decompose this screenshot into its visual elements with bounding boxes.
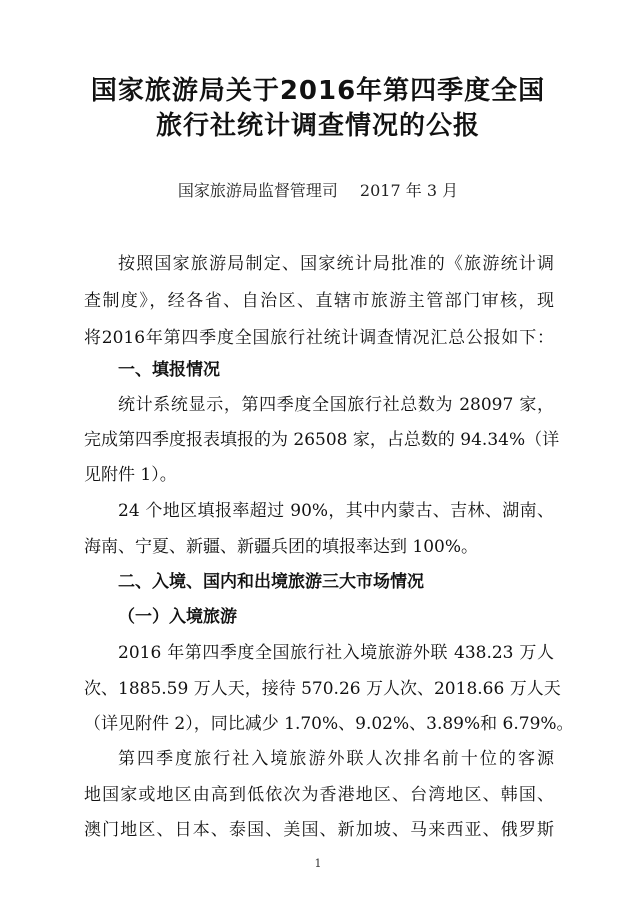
intro-line-2: 查制度》，经各省、自治区、直辖市旅游主管部门审核，现 [84,291,554,311]
page-number: 1 [314,857,322,870]
document-title-line-1: 国家旅游局关于2016年第四季度全国 [90,76,546,106]
section-2-sub-1-heading: （一）入境旅游 [118,607,237,627]
section-2-para-2-line-2: 地国家或地区由高到低依次为香港地区、台湾地区、韩国、 [84,785,554,805]
section-2-para-1-line-2: 次、1885.59 万人天，接待 570.26 万人次、2018.66 万人天 [84,679,561,699]
section-1-para-2-line-1: 24 个地区填报率超过 90%，其中内蒙古、吉林、湖南、 [118,501,554,521]
intro-line-1: 按照国家旅游局制定、国家统计局批准的《旅游统计调 [118,254,554,274]
section-2-para-1-line-1: 2016 年第四季度全国旅行社入境旅游外联 438.23 万人 [118,643,554,663]
section-2-para-1-line-3: （详见附件 2），同比减少 1.70%、9.02%、3.89%和 6.79%。 [84,714,574,734]
section-1-para-1-line-1: 统计系统显示，第四季度全国旅行社总数为 28097 家， [118,395,554,415]
issue-date: 2017 年 3 月 [359,181,459,200]
section-2-heading: 二、入境、国内和出境旅游三大市场情况 [118,572,424,592]
document-title-line-2: 旅行社统计调查情况的公报 [155,111,480,141]
section-1-para-2-line-2: 海南、宁夏、新疆、新疆兵团的填报率达到 100%。 [84,537,479,557]
section-1-para-1-line-2: 完成第四季度报表填报的为 26508 家，占总数的 94.34%（详 [84,430,560,450]
intro-line-3: 将2016年第四季度全国旅行社统计调查情况汇总公报如下： [84,328,554,348]
section-2-para-2-line-3: 澳门地区、日本、泰国、美国、新加坡、马来西亚、俄罗斯 [84,820,554,840]
section-1-heading: 一、填报情况 [118,360,220,380]
document-byline [0,178,636,201]
section-2-para-2-line-1: 第四季度旅行社入境旅游外联人次排名前十位的客源 [118,749,554,769]
issuer: 国家旅游局监督管理司 [177,181,338,200]
section-1-para-1-line-3: 见附件 1）。 [84,465,177,485]
